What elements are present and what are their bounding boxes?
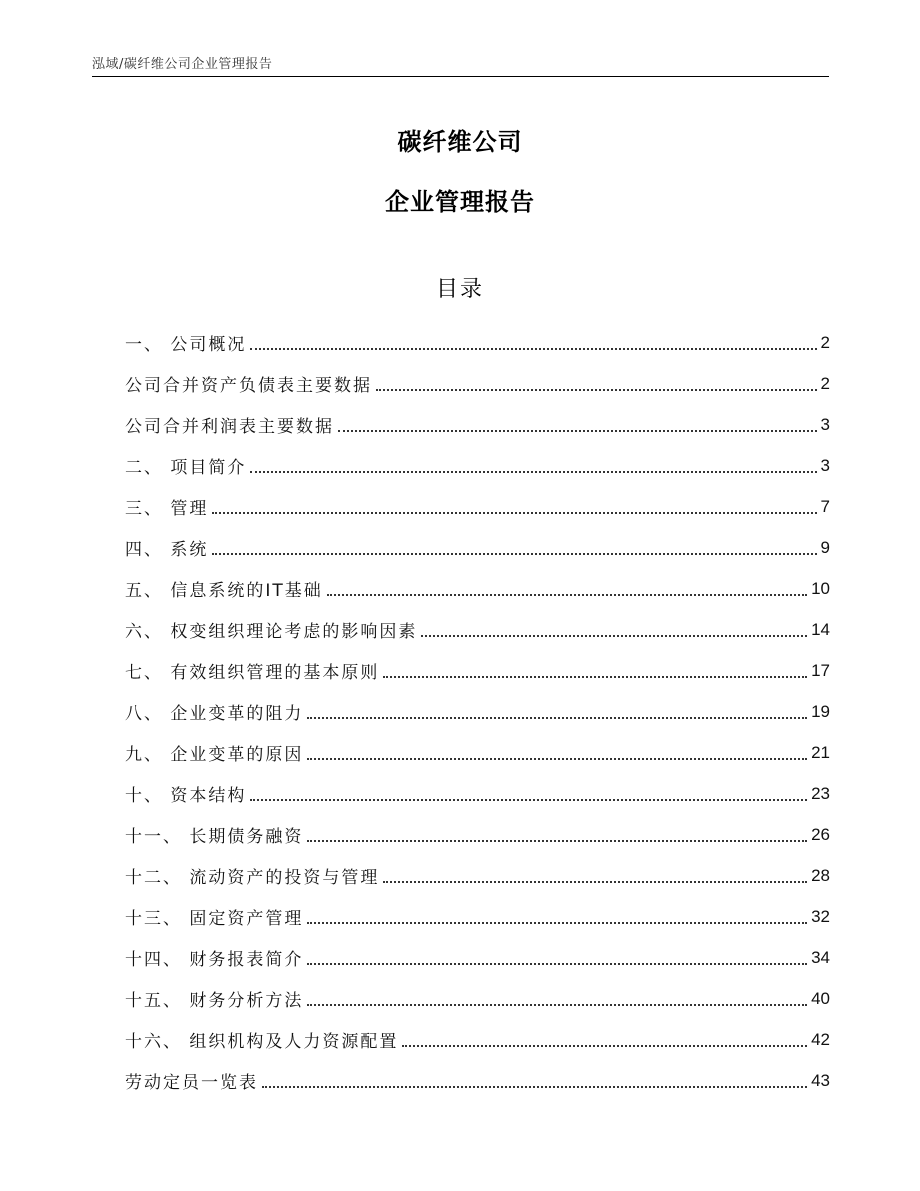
toc-entry[interactable] [125,363,830,404]
toc-entry-label: 十五、 财务分析方法 [125,991,304,1011]
toc-entry-page: 32 [811,906,830,926]
toc-entry-page: 26 [811,824,830,844]
toc-dot-leader [307,717,807,719]
toc-entry-page: 19 [811,701,830,721]
toc-entry-label: 十三、 固定资产管理 [125,909,304,929]
toc-entry[interactable] [125,1060,830,1101]
document-title-line-2: 企业管理报告 [385,188,535,216]
toc-entry-page: 23 [811,783,830,803]
toc-dot-leader [402,1045,807,1047]
toc-entry[interactable] [125,814,830,855]
toc-entry-page: 2 [820,373,830,393]
toc-dot-leader [212,512,816,514]
toc-entry[interactable] [125,978,830,1019]
toc-dot-leader [307,963,807,965]
toc-entry-page: 9 [820,537,830,557]
toc-entry-label: 公司合并利润表主要数据 [125,417,334,437]
toc-dot-leader [383,676,807,678]
toc-entry-page: 3 [820,455,830,475]
toc-entry[interactable] [125,322,830,363]
toc-entry-page: 7 [820,496,830,516]
toc-entry-page: 17 [811,660,830,680]
toc-entry-page: 43 [811,1070,830,1090]
toc-entry-label: 公司合并资产负债表主要数据 [125,376,372,396]
toc-entry-page: 40 [811,988,830,1008]
toc-entry[interactable] [125,527,830,568]
toc-entry-label: 七、 有效组织管理的基本原则 [125,663,380,683]
toc-entry-label: 十、 资本结构 [125,786,247,806]
running-header: 泓域/碳纤维公司企业管理报告 [92,57,273,72]
toc-entry-page: 42 [811,1029,830,1049]
toc-entry-page: 3 [820,414,830,434]
table-of-contents [125,322,830,1101]
toc-entry[interactable] [125,568,830,609]
toc-entry-label: 五、 信息系统的IT基础 [125,581,323,601]
toc-dot-leader [250,799,807,801]
toc-dot-leader [307,758,807,760]
toc-dot-leader [307,840,807,842]
toc-entry-label: 四、 系统 [125,540,209,560]
toc-entry[interactable] [125,896,830,937]
toc-entry-label: 九、 企业变革的原因 [125,745,304,765]
toc-entry-label: 三、 管理 [125,499,209,519]
toc-dot-leader [212,553,816,555]
toc-dot-leader [250,471,816,473]
toc-entry-page: 2 [820,332,830,352]
toc-entry[interactable] [125,691,830,732]
toc-dot-leader [250,348,816,350]
toc-entry[interactable] [125,445,830,486]
toc-entry[interactable] [125,1019,830,1060]
toc-entry-label: 八、 企业变革的阻力 [125,704,304,724]
toc-entry-label: 二、 项目简介 [125,458,247,478]
toc-entry[interactable] [125,732,830,773]
toc-entry-label: 劳动定员一览表 [125,1073,258,1093]
toc-entry-page: 14 [811,619,830,639]
toc-dot-leader [262,1086,807,1088]
toc-dot-leader [421,635,807,637]
toc-entry-page: 21 [811,742,830,762]
toc-entry-label: 十二、 流动资产的投资与管理 [125,868,380,888]
toc-entry[interactable] [125,609,830,650]
toc-dot-leader [327,594,807,596]
toc-entry[interactable] [125,855,830,896]
toc-entry-page: 34 [811,947,830,967]
document-title-line-1: 碳纤维公司 [397,128,523,156]
toc-entry-label: 十一、 长期债务融资 [125,827,304,847]
toc-entry-page: 28 [811,865,830,885]
header-divider [92,76,829,77]
toc-entry-label: 十四、 财务报表简介 [125,950,304,970]
toc-dot-leader [307,922,807,924]
toc-heading: 目录 [435,277,484,302]
toc-dot-leader [383,881,807,883]
toc-entry[interactable] [125,650,830,691]
toc-entry[interactable] [125,937,830,978]
toc-entry-label: 一、 公司概况 [125,335,247,355]
toc-entry-label: 六、 权变组织理论考虑的影响因素 [125,622,418,642]
toc-entry-label: 十六、 组织机构及人力资源配置 [125,1032,399,1052]
toc-entry[interactable] [125,404,830,445]
toc-dot-leader [338,430,817,432]
toc-entry[interactable] [125,773,830,814]
toc-dot-leader [376,389,817,391]
toc-dot-leader [307,1004,807,1006]
toc-entry-page: 10 [811,578,830,598]
toc-entry[interactable] [125,486,830,527]
